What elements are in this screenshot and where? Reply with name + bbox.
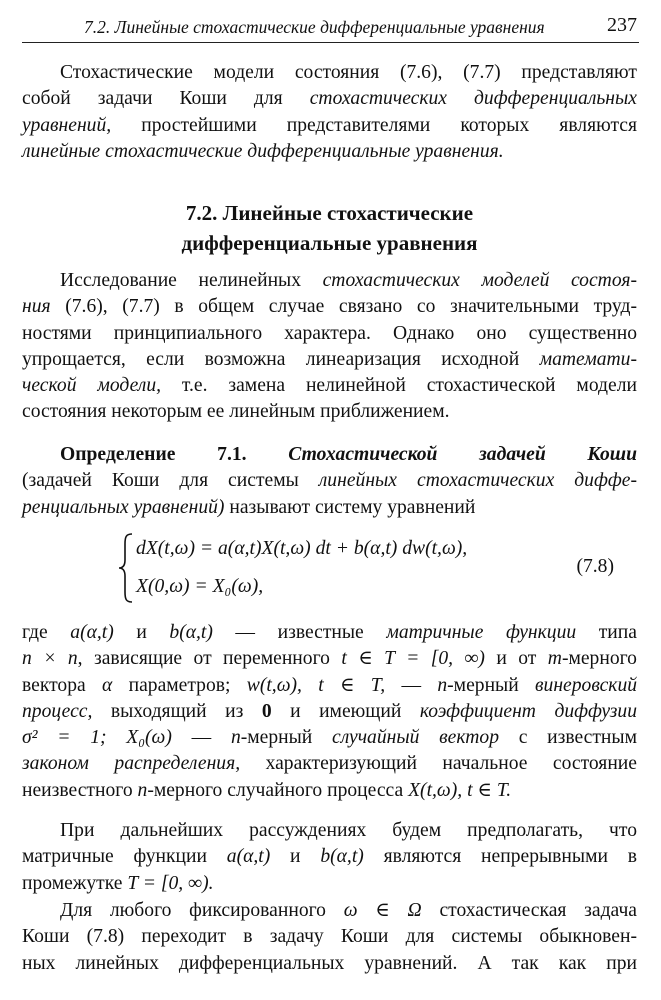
intro-paragraph <box>22 60 637 165</box>
text-line: σ² = 1; X₀(ω) — n-мерный случайный вектор с известным <box>22 727 637 749</box>
text-line: уравнений, простейшими представителями которых являются <box>22 114 637 136</box>
text-line: неизвестного n-мерного случайного процесса X(t,ω), t ∈ T. <box>22 779 512 801</box>
text-line: где a(α,t) и b(α,t) — известные матричные функции типа <box>22 622 637 643</box>
equation-7-8 <box>118 530 638 606</box>
text-line: Стохастические модели состояния (7.6), (7.7) представляют <box>60 62 637 83</box>
text-line: (задачей Коши для системы линейных стохастических диффе- <box>22 470 638 492</box>
text-line: ческой модели, т.е. замена нелинейной стохастической модели <box>22 375 637 397</box>
explanation-paragraph <box>22 620 637 804</box>
text-line: промежутке T = [0, ∞). <box>22 872 214 894</box>
text-line: матричные функции a(α,t) и b(α,t) являются непрерывными в <box>22 846 637 868</box>
text-line: Коши (7.8) переходит в задачу Коши для системы обыкновен- <box>22 926 637 948</box>
text-line: При дальнейших рассуждениях будем предполагать, что <box>60 820 637 841</box>
section-heading <box>22 198 637 258</box>
text-line: линейные стохастические дифференциальные уравнения. <box>22 140 504 162</box>
text-line: собой задачи Коши для стохастических дифференциальных <box>22 88 637 110</box>
equation-number: (7.8) <box>576 556 614 577</box>
section-heading-line: 7.2. Линейные стохастические <box>185 201 474 225</box>
text-line: Для любого фиксированного ω ∈ Ω стохастическая задача <box>60 900 638 921</box>
left-brace-icon <box>118 532 134 604</box>
text-line: ностями принципиального характера. Однако оно существенно <box>22 322 637 344</box>
definition-paragraph <box>22 442 637 521</box>
text-line <box>22 442 637 468</box>
section-heading-line: дифференциальные уравнения <box>181 231 478 255</box>
text-line: вектора α параметров; w(t,ω), t ∈ T, — n-мерный винеровский <box>22 674 638 696</box>
fixed-omega-paragraph <box>22 898 637 977</box>
text-line: законом распределения, характеризующий начальное состояние <box>22 753 637 775</box>
text-line: Исследование нелинейных стохастических моделей состоя- <box>60 270 637 291</box>
page-header <box>22 12 639 43</box>
text-line: процесс, выходящий из 0 и имеющий коэффициент диффузии <box>22 700 637 722</box>
definition-label: Определение 7.1. <box>60 444 247 465</box>
research-paragraph <box>22 268 637 426</box>
running-title: 7.2. Линейные стохастические дифференциальные уравнения <box>84 17 545 37</box>
continuity-paragraph <box>22 818 637 897</box>
page-number: 237 <box>607 14 637 36</box>
text-line: ренциальных уравнений) называют систему уравнений <box>22 496 476 518</box>
equation-line: X(0,ω) = X₀(ω), <box>136 576 264 597</box>
text-line: упрощается, если возможна линеаризация исходной математи- <box>22 348 637 370</box>
definition-term: Стохастической задачей Коши <box>288 444 637 465</box>
text-line: ных линейных дифференциальных уравнений. А так как при <box>22 952 637 974</box>
text-line: ния (7.6), (7.7) в общем случае связано со значительными труд- <box>22 296 637 318</box>
text-line: состояния некоторым ее линейным приближением. <box>22 401 450 423</box>
text-line: n × n, зависящие от переменного t ∈ T = [0, ∞) и от m-мерного <box>22 648 637 670</box>
equation-line: dX(t,ω) = a(α,t)X(t,ω) dt + b(α,t) dw(t,ω), <box>136 538 468 559</box>
